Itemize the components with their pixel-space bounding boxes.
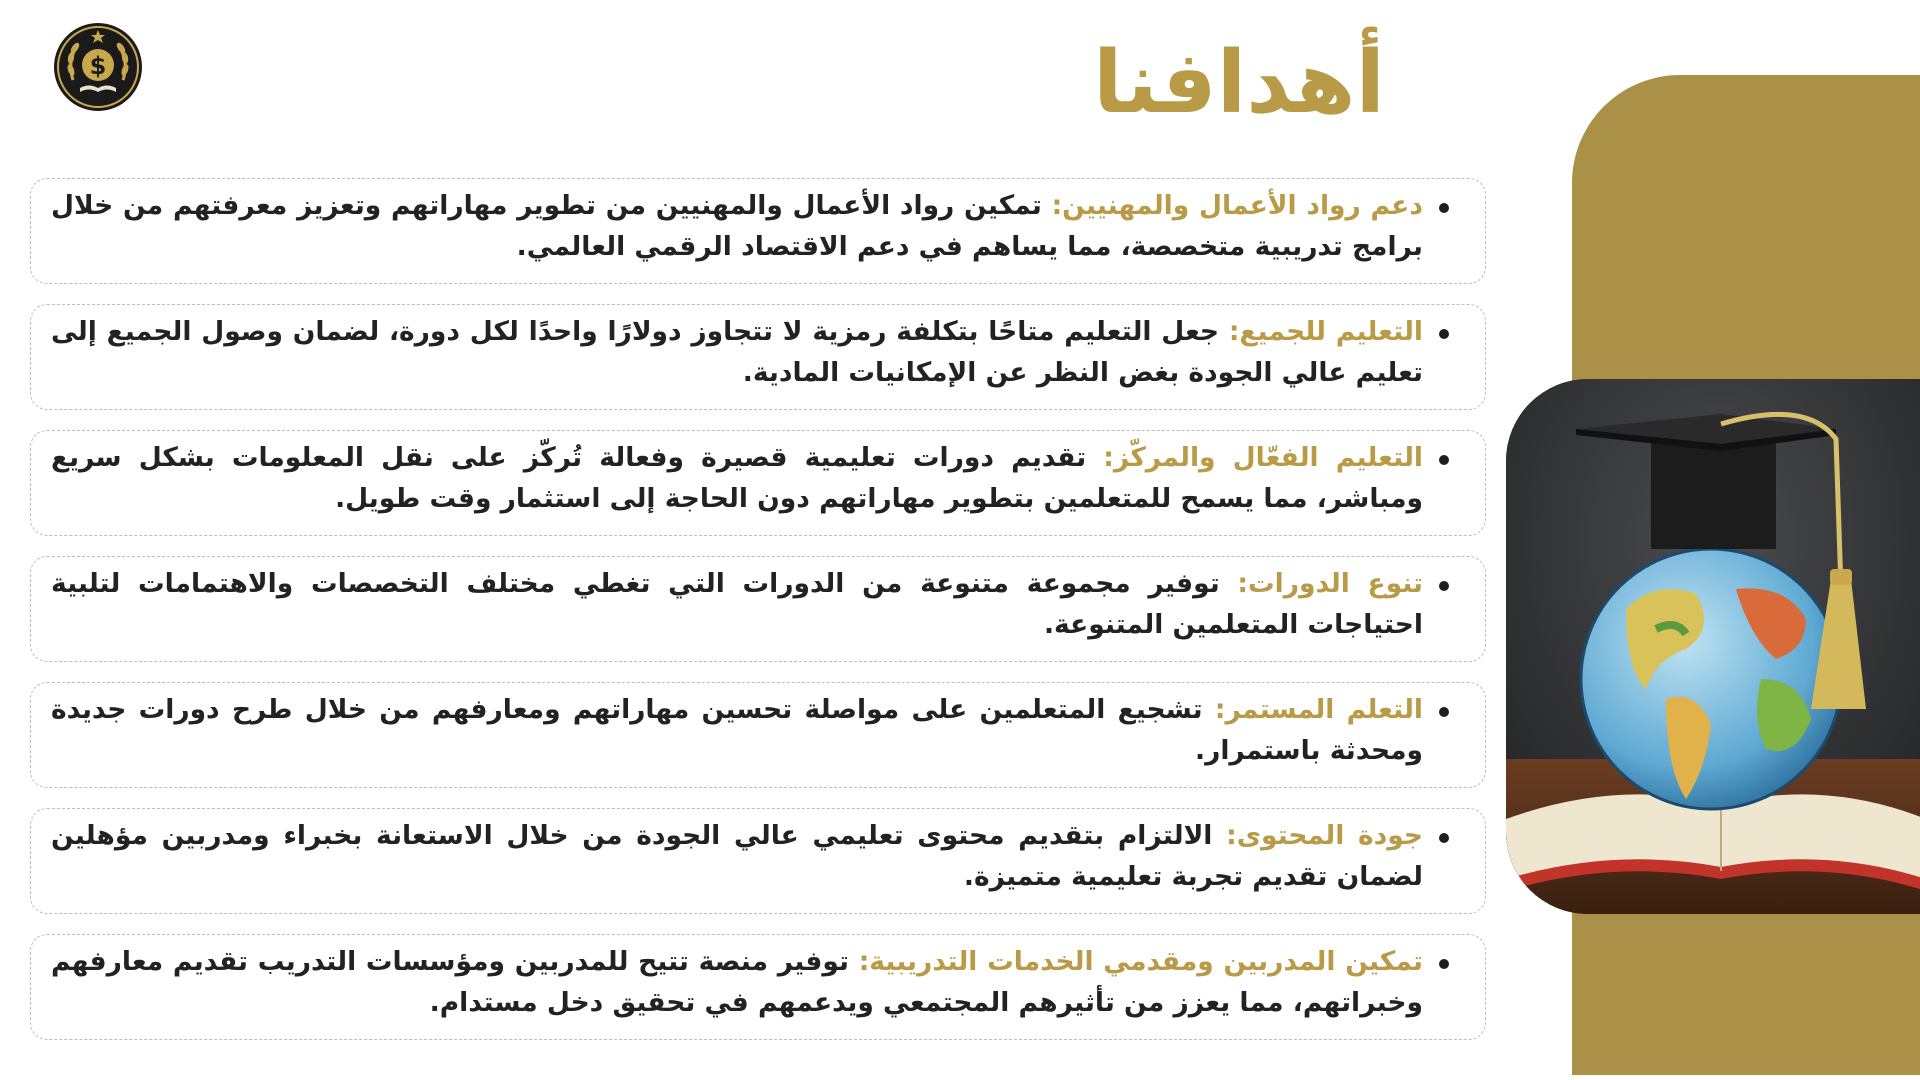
goal-text: توفير مجموعة متنوعة من الدورات التي تغطي مختلف التخصصات والاهتمامات لتلبية احتياجات المتعلمين المتنوعة.	[51, 568, 1423, 640]
goal-heading: التعليم للجميع:	[1228, 316, 1423, 347]
bullet-icon	[1439, 203, 1449, 213]
goal-heading: التعلم المستمر:	[1214, 694, 1423, 725]
bullet-icon	[1439, 455, 1449, 465]
goal-text: توفير منصة تتيح للمدربين ومؤسسات التدريب تقديم معارفهم وخبراتهم، مما يعزز من تأثيرهم المجتمعي ويدعمهم في تحقيق دخل مستدام.	[51, 946, 1423, 1018]
goals-list	[30, 178, 1486, 1060]
goal-item-entrepreneurs	[30, 178, 1486, 284]
goal-item-focused-learning	[30, 430, 1486, 536]
goal-text: تمكين رواد الأعمال والمهنيين من تطوير مهاراتهم وتعزيز معرفتهم من خلال برامج تدريبية متخصصة، مما يساهم في دعم الاقتصاد الرقمي العالمي.	[51, 190, 1423, 262]
graduation-globe-photo	[1506, 379, 1920, 914]
goal-item-education-for-all	[30, 304, 1486, 410]
bullet-icon	[1439, 707, 1449, 717]
logo-emblem-icon	[53, 22, 143, 112]
goal-heading: جودة المحتوى:	[1226, 820, 1423, 851]
goal-heading: تمكين المدربين ومقدمي الخدمات التدريبية:	[858, 946, 1423, 977]
goal-text: جعل التعليم متاحًا بتكلفة رمزية لا تتجاوز دولارًا واحدًا لكل دورة، لضمان وصول الجميع إلى تعليم عالي الجودة بغض النظر عن الإمكانيات المادية.	[51, 316, 1423, 388]
goal-text: الالتزام بتقديم محتوى تعليمي عالي الجودة من خلال الاستعانة بخبراء ومدربين مؤهلين لضمان تقديم تجربة تعليمية متميزة.	[51, 820, 1423, 892]
goal-text: تشجيع المتعلمين على مواصلة تحسين مهاراتهم ومعارفهم من خلال طرح دورات جديدة ومحدثة باستمرار.	[51, 694, 1423, 766]
goal-item-course-variety	[30, 556, 1486, 662]
bullet-icon	[1439, 959, 1449, 969]
bullet-icon	[1439, 833, 1449, 843]
goal-item-continuous-learning	[30, 682, 1486, 788]
goal-text: تقديم دورات تعليمية قصيرة وفعالة تُركّز على نقل المعلومات بشكل سريع ومباشر، مما يسمح للمتعلمين بتطوير مهاراتهم دون الحاجة إلى استثمار وقت طويل.	[51, 442, 1423, 514]
goal-item-trainer-empowerment	[30, 934, 1486, 1040]
bullet-icon	[1439, 329, 1449, 339]
goal-heading: دعم رواد الأعمال والمهنيين:	[1051, 190, 1423, 221]
goal-heading: التعليم الفعّال والمركّز:	[1103, 442, 1423, 473]
goal-heading: تنوع الدورات:	[1237, 568, 1424, 599]
svg-text:$: $	[89, 52, 107, 80]
bullet-icon	[1439, 581, 1449, 591]
goal-item-content-quality	[30, 808, 1486, 914]
page-title: أهدافنا	[1093, 33, 1385, 133]
